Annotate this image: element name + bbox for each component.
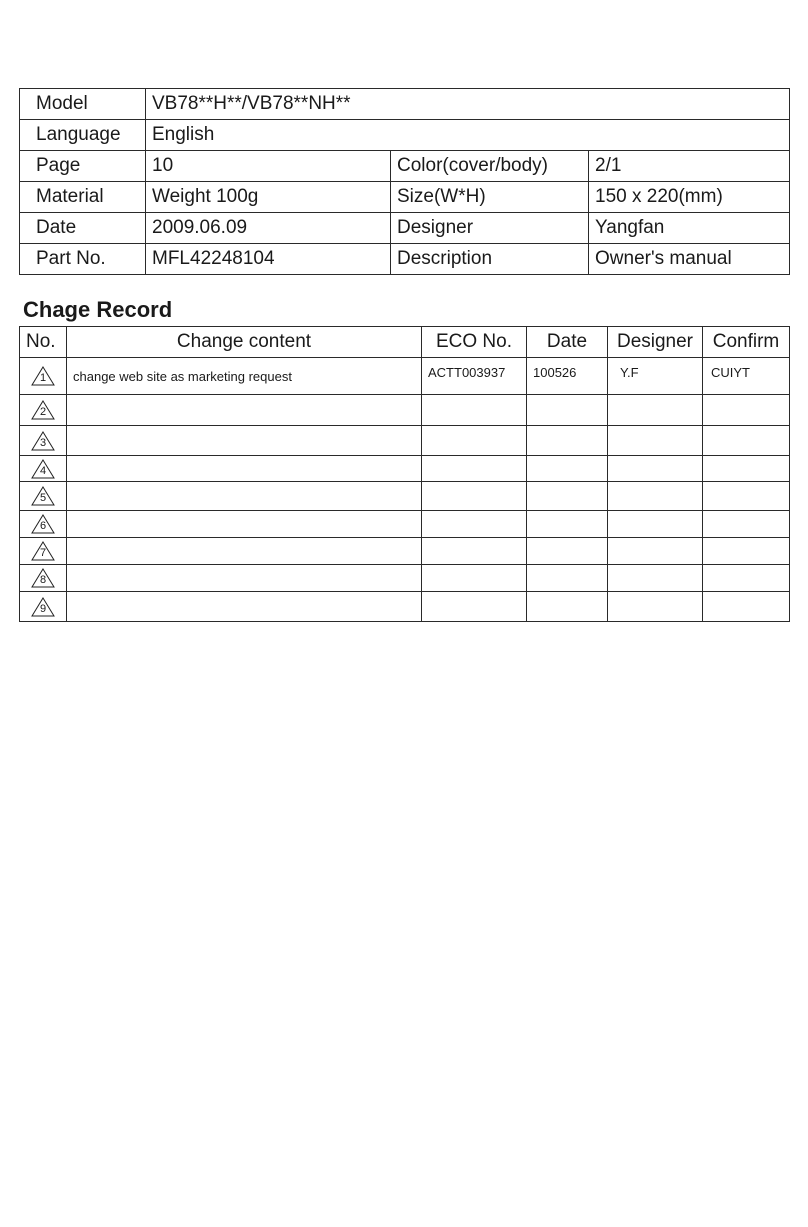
cell-no bbox=[20, 538, 67, 565]
revision-number: 7 bbox=[39, 547, 47, 559]
revision-triangle-icon bbox=[31, 597, 55, 617]
cell-date bbox=[527, 456, 608, 482]
cell-change-content bbox=[67, 395, 422, 426]
revision-triangle-icon bbox=[31, 568, 55, 588]
cell-date bbox=[527, 565, 608, 592]
description-value: Owner's manual bbox=[589, 244, 790, 275]
table-row bbox=[20, 565, 790, 592]
color-label: Color(cover/body) bbox=[391, 151, 589, 182]
revision-triangle-icon bbox=[31, 431, 55, 451]
page-value: 10 bbox=[146, 151, 391, 182]
cell-confirm bbox=[703, 482, 790, 511]
revision-number: 5 bbox=[39, 492, 47, 504]
header-change-content: Change content bbox=[67, 327, 422, 358]
cell-confirm: CUIYT bbox=[703, 358, 790, 395]
header-confirm: Confirm bbox=[703, 327, 790, 358]
cell-confirm bbox=[703, 426, 790, 456]
size-value: 150 x 220(mm) bbox=[589, 182, 790, 213]
revision-number: 1 bbox=[39, 372, 47, 384]
revision-number: 4 bbox=[39, 464, 47, 477]
table-row bbox=[20, 456, 790, 482]
cell-designer bbox=[608, 395, 703, 426]
date-value: 2009.06.09 bbox=[146, 213, 391, 244]
revision-triangle-icon bbox=[31, 514, 55, 534]
cell-date bbox=[527, 482, 608, 511]
cell-designer bbox=[608, 426, 703, 456]
cell-no bbox=[20, 511, 67, 538]
material-label: Material bbox=[20, 182, 146, 213]
spec-row-material bbox=[20, 182, 790, 213]
cell-designer bbox=[608, 538, 703, 565]
revision-triangle-icon bbox=[31, 541, 55, 561]
revision-triangle-icon bbox=[31, 400, 55, 420]
language-label: Language bbox=[20, 120, 146, 151]
cell-change-content bbox=[67, 456, 422, 482]
cell-designer bbox=[608, 592, 703, 622]
cell-no bbox=[20, 426, 67, 456]
table-row bbox=[20, 538, 790, 565]
description-label: Description bbox=[391, 244, 589, 275]
cell-confirm bbox=[703, 538, 790, 565]
cell-no bbox=[20, 358, 67, 395]
cell-date bbox=[527, 426, 608, 456]
part-label: Part No. bbox=[20, 244, 146, 275]
cell-no bbox=[20, 456, 67, 482]
cell-eco-no bbox=[422, 538, 527, 565]
revision-triangle-icon bbox=[31, 366, 55, 386]
change-record-title: Chage Record bbox=[23, 297, 173, 322]
spec-row-language bbox=[20, 120, 790, 151]
cell-no bbox=[20, 395, 67, 426]
date-label: Date bbox=[20, 213, 146, 244]
cell-date: 100526 bbox=[527, 358, 608, 395]
spec-table bbox=[19, 88, 790, 275]
cell-date bbox=[527, 395, 608, 426]
color-value: 2/1 bbox=[589, 151, 790, 182]
language-value: English bbox=[146, 120, 790, 151]
revision-number: 8 bbox=[39, 574, 47, 586]
header-date: Date bbox=[527, 327, 608, 358]
cell-eco-no bbox=[422, 511, 527, 538]
cell-eco-no: ACTT003937 bbox=[422, 358, 527, 395]
header-designer: Designer bbox=[608, 327, 703, 358]
cell-designer bbox=[608, 456, 703, 482]
cell-change-content: change web site as marketing request bbox=[67, 358, 422, 395]
model-label: Model bbox=[20, 89, 146, 120]
cell-change-content bbox=[67, 426, 422, 456]
model-value: VB78**H**/VB78**NH** bbox=[146, 89, 790, 120]
cell-confirm bbox=[703, 456, 790, 482]
cell-date bbox=[527, 511, 608, 538]
cell-designer bbox=[608, 565, 703, 592]
table-row bbox=[20, 511, 790, 538]
change-record-header bbox=[20, 327, 790, 358]
size-label: Size(W*H) bbox=[391, 182, 589, 213]
table-row bbox=[20, 426, 790, 456]
part-value: MFL42248104 bbox=[146, 244, 391, 275]
cell-confirm bbox=[703, 592, 790, 622]
table-row bbox=[20, 358, 790, 395]
table-row bbox=[20, 592, 790, 622]
cell-eco-no bbox=[422, 482, 527, 511]
cell-eco-no bbox=[422, 565, 527, 592]
cell-designer bbox=[608, 482, 703, 511]
material-value: Weight 100g bbox=[146, 182, 391, 213]
revision-number: 3 bbox=[39, 436, 47, 449]
cell-change-content bbox=[67, 565, 422, 592]
cell-no bbox=[20, 592, 67, 622]
designer-value: Yangfan bbox=[589, 213, 790, 244]
designer-label: Designer bbox=[391, 213, 589, 244]
cell-no bbox=[20, 565, 67, 592]
header-no: No. bbox=[20, 327, 67, 358]
revision-number: 6 bbox=[39, 520, 47, 532]
revision-number: 2 bbox=[39, 406, 47, 418]
cell-change-content bbox=[67, 482, 422, 511]
cell-confirm bbox=[703, 565, 790, 592]
table-row bbox=[20, 395, 790, 426]
cell-confirm bbox=[703, 395, 790, 426]
revision-triangle-icon bbox=[31, 459, 55, 479]
cell-eco-no bbox=[422, 426, 527, 456]
spec-row-model bbox=[20, 89, 790, 120]
revision-number: 9 bbox=[39, 602, 47, 615]
cell-date bbox=[527, 592, 608, 622]
cell-change-content bbox=[67, 538, 422, 565]
spec-row-part bbox=[20, 244, 790, 275]
cell-no bbox=[20, 482, 67, 511]
cell-change-content bbox=[67, 511, 422, 538]
cell-date bbox=[527, 538, 608, 565]
table-row bbox=[20, 482, 790, 511]
page-label: Page bbox=[20, 151, 146, 182]
header-eco-no: ECO No. bbox=[422, 327, 527, 358]
cell-eco-no bbox=[422, 395, 527, 426]
change-record-table bbox=[19, 326, 790, 622]
revision-triangle-icon bbox=[31, 486, 55, 506]
cell-eco-no bbox=[422, 456, 527, 482]
cell-change-content bbox=[67, 592, 422, 622]
cell-confirm bbox=[703, 511, 790, 538]
spec-row-date bbox=[20, 213, 790, 244]
cell-designer: Y.F bbox=[608, 358, 703, 395]
spec-row-page bbox=[20, 151, 790, 182]
cell-eco-no bbox=[422, 592, 527, 622]
cell-designer bbox=[608, 511, 703, 538]
